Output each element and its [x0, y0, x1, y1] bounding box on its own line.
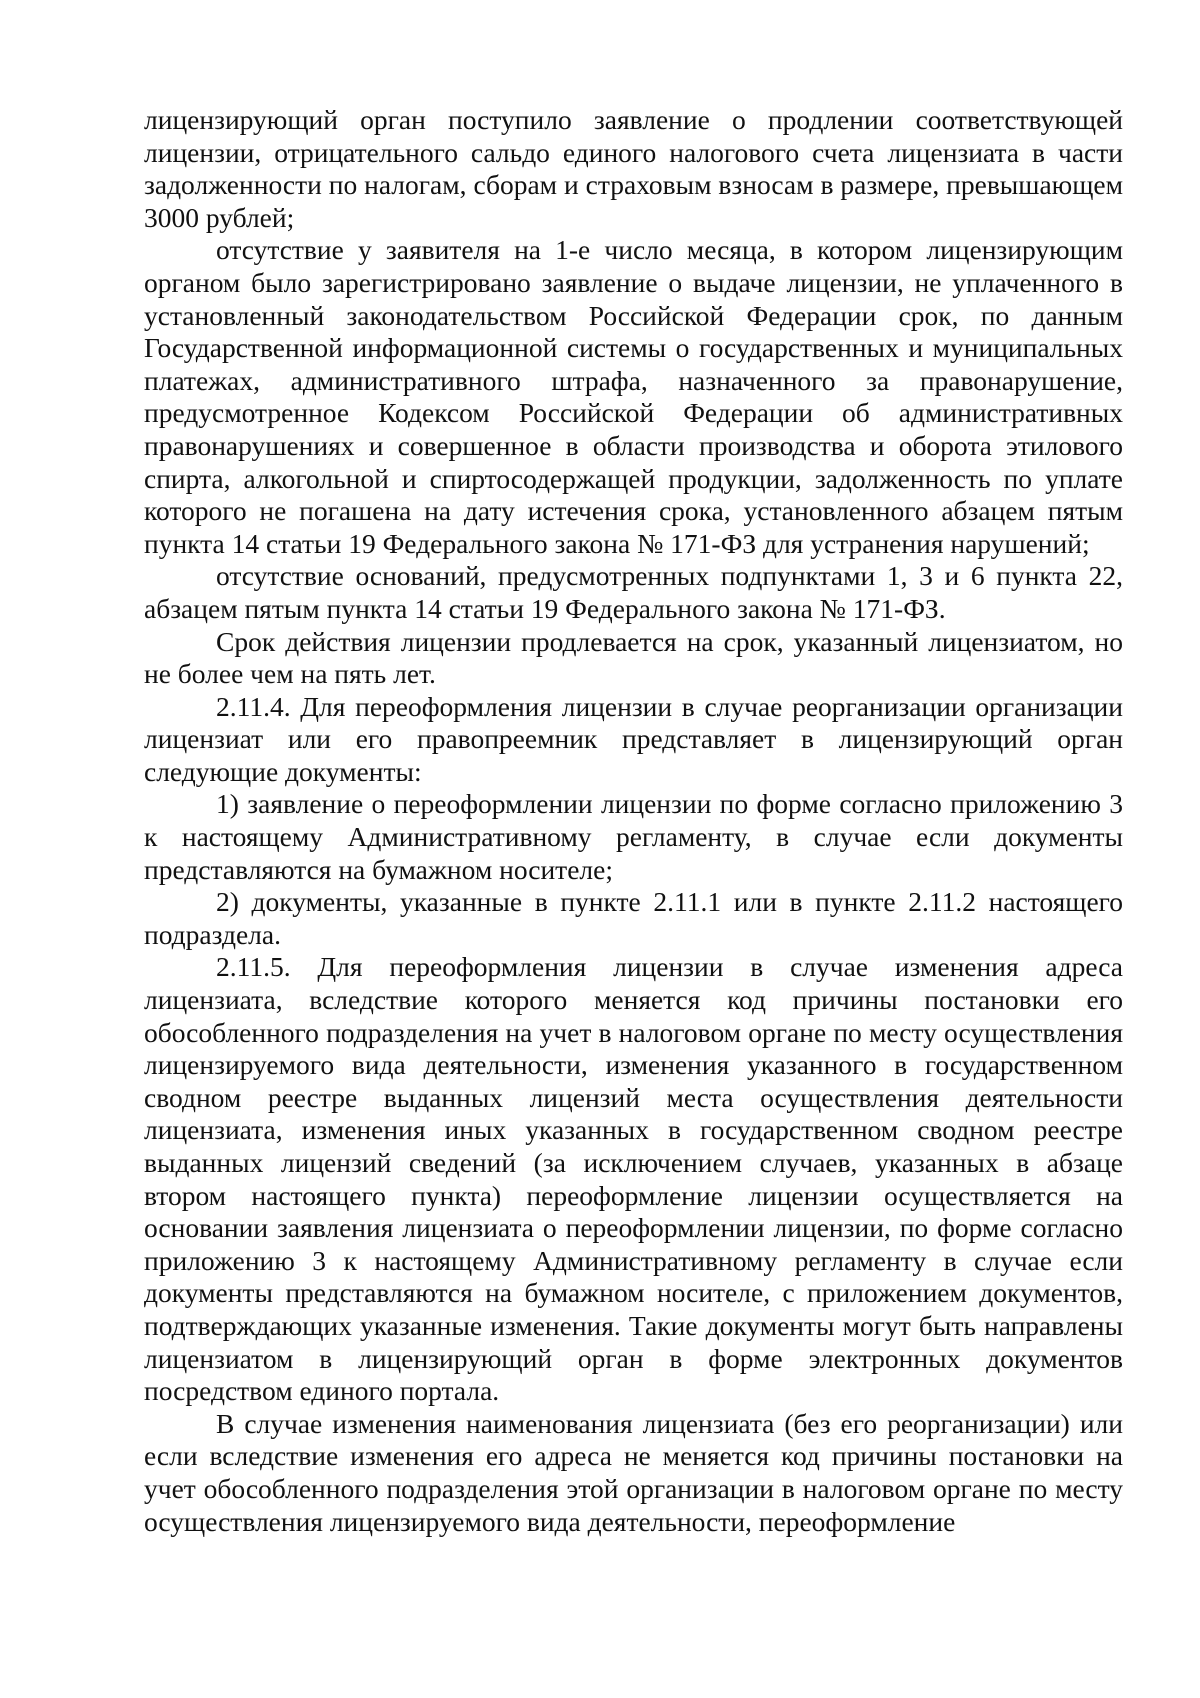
paragraph-no-grounds: отсутствие оснований, предусмотренных подпунктами 1, 3 и 6 пункта 22, абзацем пятым пункта 14 статьи 19 Федерального закона № 171-ФЗ. — [144, 560, 1123, 624]
paragraph-2-11-4: 2.11.4. Для переоформления лицензии в случае реорганизации организации лицензиат или его правопреемник представляет в лицензирующий орган следующие документы: — [144, 690, 1123, 787]
paragraph-1-continuation: лицензирующий орган поступило заявление о продлении соответствующей лицензии, отрицательного сальдо единого налогового счета лицензиата в части задолженности по налогам, сборам и страховым взносам в размере, превышающем 3000 рублей; — [144, 104, 1123, 233]
paragraph-name-change: В случае изменения наименования лицензиата (без его реорганизации) или если вследствие изменения его адреса не меняется код причины постановки на учет обособленного подразделения этой организации в налоговом органе по месту осуществления лицензируемого вида деятельности, переоформление — [144, 1407, 1123, 1537]
paragraph-license-extension-term: Срок действия лицензии продлевается на срок, указанный лицензиатом, но не более чем на пять лет. — [144, 625, 1123, 690]
document-body — [144, 104, 1123, 1538]
paragraph-no-fine-debt: отсутствие у заявителя на 1-е число месяца, в котором лицензирующим органом было зарегистрировано заявление о выдаче лицензии, не уплаченного в установленный законодательством Российской Федерации срок, по данным Государственной информационной системы о государственных и муниципальных платежах, административного штрафа, назначенного за правонарушение, предусмотренное Кодексом Российской Федерации об административных правонарушениях и совершенное в области производства и оборота этилового спирта, алкогольной и спиртосодержащей продукции, задолженность по уплате которого не погашена на дату истечения срока, установленного абзацем пятым пункта 14 статьи 19 Федерального закона № 171-ФЗ для устранения нарушений; — [144, 234, 1123, 559]
paragraph-2-11-5: 2.11.5. Для переоформления лицензии в случае изменения адреса лицензиата, вследствие которого меняется код причины постановки его обособленного подразделения на учет в налоговом органе по месту осуществления лицензируемого вида деятельности, изменения указанного в государственном сводном реестре выданных лицензий места осуществления деятельности лицензиата, изменения иных указанных в государственном сводном реестре выданных лицензий сведений (за исключением случаев, указанных в абзаце втором настоящего пункта) переоформление лицензии осуществляется на основании заявления лицензиата о переоформлении лицензии, по форме согласно приложению 3 к настоящему Административному регламенту в случае если документы представляются на бумажном носителе, с приложением документов, подтверждающих указанные изменения. Такие документы могут быть направлены лицензиатом в лицензирующий орган в форме электронных документов посредством единого портала. — [144, 951, 1123, 1407]
list-item-2-documents: 2) документы, указанные в пункте 2.11.1 или в пункте 2.11.2 настоящего подраздела. — [144, 886, 1123, 950]
list-item-1-application: 1) заявление о переоформлении лицензии по форме согласно приложению 3 к настоящему Административному регламенту, в случае если документы представляются на бумажном носителе; — [144, 788, 1123, 885]
